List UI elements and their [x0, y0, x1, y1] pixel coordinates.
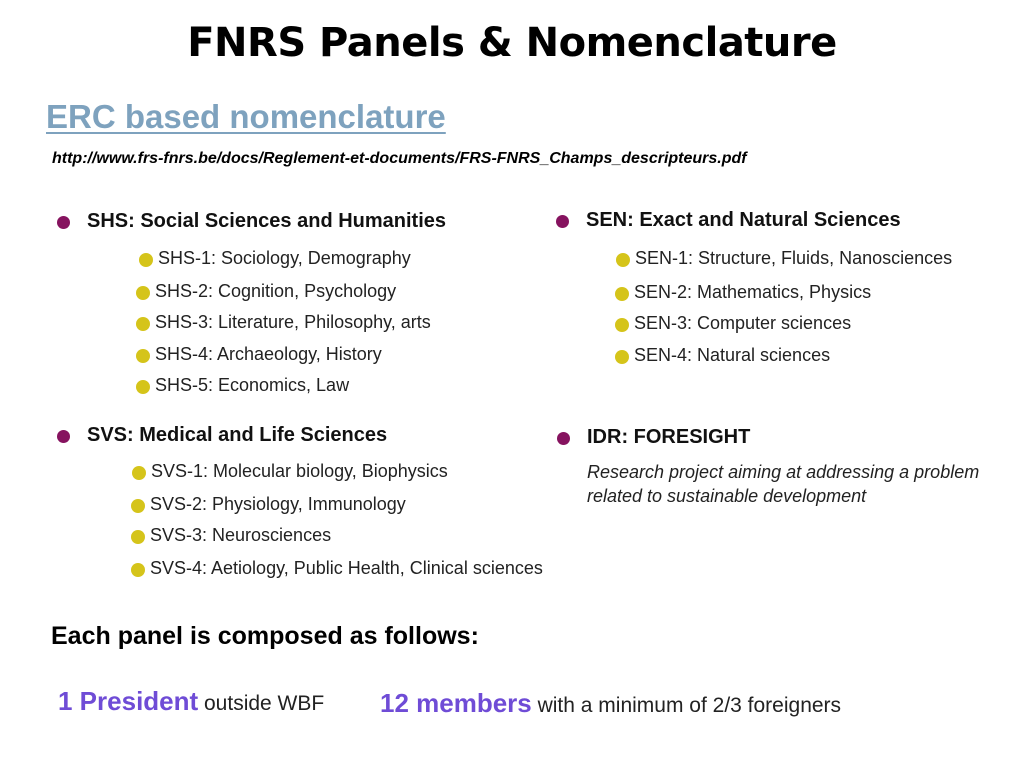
item-label: SHS-5: Economics, Law: [155, 375, 350, 395]
list-item: [155, 375, 349, 396]
item-label: SHS-1: Sociology, Demography: [158, 248, 411, 268]
list-item: [150, 494, 406, 515]
list-item: [155, 312, 431, 333]
panel-heading-label: IDR: FORESIGHT: [587, 426, 751, 448]
dot-icon: [615, 350, 629, 364]
dot-icon: [139, 253, 153, 267]
dot-icon: [615, 318, 629, 332]
bullet-icon: [57, 216, 70, 229]
item-label: SHS-2: Cognition, Psychology: [155, 281, 397, 301]
panel-heading-label: SHS: Social Sciences and Humanities: [87, 210, 447, 232]
page-title: FNRS Panels & Nomenclature: [187, 20, 837, 66]
item-label: SVS-2: Physiology, Immunology: [150, 494, 406, 514]
panel-heading-idr: [587, 426, 750, 449]
list-item: [158, 248, 411, 269]
panel-heading-svs: [87, 424, 387, 447]
list-item: [151, 461, 448, 482]
members-line: [380, 688, 841, 719]
item-label: SHS-3: Literature, Philosophy, arts: [155, 312, 431, 332]
dot-icon: [136, 380, 150, 394]
list-item: [634, 313, 851, 334]
president-line: [58, 686, 324, 717]
composition-heading: Each panel is composed as follows:: [51, 622, 479, 650]
dot-icon: [136, 349, 150, 363]
list-item: [634, 282, 871, 303]
president-accent: 1 President: [58, 686, 199, 716]
item-label: SVS-3: Neurosciences: [150, 525, 332, 545]
dot-icon: [132, 466, 146, 480]
panel-heading-sen: [586, 209, 901, 232]
list-item: [635, 248, 952, 269]
list-item: [150, 525, 331, 546]
list-item: [155, 344, 382, 365]
item-label: SHS-4: Archaeology, History: [155, 344, 382, 364]
source-url[interactable]: http://www.frs-fnrs.be/docs/Reglement-et-documents/FRS-FNRS_Champs_descripteurs.pdf: [52, 150, 747, 167]
bullet-icon: [556, 215, 569, 228]
panel-heading-shs: [87, 210, 446, 233]
dot-icon: [131, 499, 145, 513]
list-item: [155, 281, 396, 302]
list-item: [634, 345, 830, 366]
dot-icon: [616, 253, 630, 267]
item-label: SEN-1: Structure, Fluids, Nanosciences: [635, 248, 953, 268]
item-label: SVS-1: Molecular biology, Biophysics: [151, 461, 448, 481]
dot-icon: [131, 530, 145, 544]
bullet-icon: [557, 432, 570, 445]
bullet-icon: [57, 430, 70, 443]
president-text: outside WBF: [198, 692, 325, 715]
panel-heading-label: SEN: Exact and Natural Sciences: [586, 209, 901, 231]
members-text: with a minimum of 2/3 foreigners: [531, 694, 842, 717]
subtitle-link[interactable]: ERC based nomenclature: [46, 98, 446, 135]
dot-icon: [131, 563, 145, 577]
idr-description: Research project aiming at addressing a problem related to sustainable development: [587, 462, 980, 506]
list-item: [150, 558, 543, 579]
dot-icon: [136, 286, 150, 300]
item-label: SEN-3: Computer sciences: [634, 313, 852, 333]
item-label: SEN-2: Mathematics, Physics: [634, 282, 872, 302]
dot-icon: [136, 317, 150, 331]
item-label: SEN-4: Natural sciences: [634, 345, 831, 365]
item-label: SVS-4: Aetiology, Public Health, Clinical sciences: [150, 558, 543, 578]
panel-heading-label: SVS: Medical and Life Sciences: [87, 424, 388, 446]
members-accent: 12 members: [380, 688, 532, 718]
dot-icon: [615, 287, 629, 301]
